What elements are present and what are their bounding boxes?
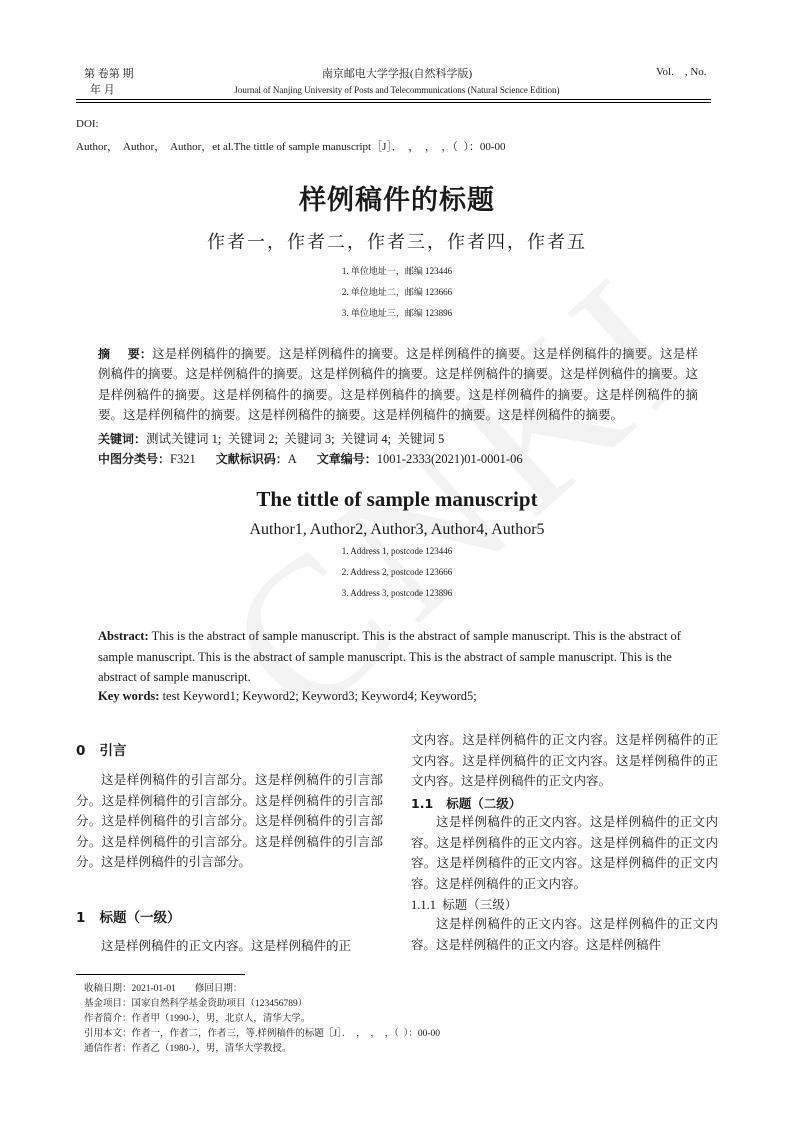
- authors-en: Author1, Author2, Author3, Author4, Author5: [249, 521, 545, 538]
- heading-level1: 1 标题（一级）: [76, 910, 181, 926]
- affiliation-en-2: 2. Address 2, postcode 123666: [341, 567, 453, 577]
- header-rule: [76, 99, 711, 100]
- journal-name-en: Journal of Nanjing University of Posts and Telecommunications (Natural Science Edition): [234, 85, 560, 95]
- title-cn: 样例稿件的标题: [299, 185, 495, 216]
- journal-name-cn: 南京邮电大学学报(自然科学版): [321, 68, 473, 80]
- footnote-received: 收稿日期：2021-01-01 修回日期：: [84, 984, 243, 994]
- classification: [98, 450, 523, 467]
- vol-no: Vol. , No.: [656, 66, 707, 78]
- affiliation-cn-2: 2. 单位地址二，邮编 123666: [341, 287, 453, 297]
- affiliation-cn-3: 3. 单位地址三，邮编 123896: [341, 308, 453, 318]
- footnote-citation: 引用本文：作者一，作者二，作者三，等.样例稿件的标题［J］． ， ， ，（ ）：00-00: [84, 1029, 440, 1039]
- affiliation-cn-1: 1. 单位地址一，邮编 123446: [341, 266, 453, 276]
- footnote-author-bio: 作者简介：作者甲（1990-），男，北京人，清华大学。: [84, 1014, 311, 1024]
- footnote-rule: [76, 974, 245, 975]
- issue-volume: 第 卷第 期: [84, 68, 134, 80]
- citation-en: Author， Author， Author，et al.The tittle of sample manuscript［J］． ， ， ，（ ）：00-00: [76, 141, 506, 153]
- keywords-cn-label: 关键词：: [98, 432, 147, 446]
- abstract-cn: [98, 344, 698, 425]
- body-paragraph-1: 这是样例稿件的正文内容。这是样例稿件的正: [101, 939, 352, 953]
- keywords-cn-text: 测试关键词 1; 关键词 2; 关键词 3; 关键词 4; 关键词 5: [146, 432, 445, 446]
- abstract-en: [98, 626, 698, 688]
- article-no-value: 1001-2333(2021)01-0001-06: [376, 452, 523, 466]
- heading-level2: 1.1 标题（二级）: [411, 796, 522, 811]
- heading-intro: 0 引言: [76, 743, 127, 759]
- doc-code-value: A: [287, 452, 297, 466]
- doc-code-label: 文献标识码：: [215, 452, 288, 466]
- abstract-cn-label: 摘 要：: [98, 347, 153, 361]
- clc-label: 中图分类号：: [98, 452, 171, 466]
- clc-value: F321: [170, 452, 196, 466]
- body-paragraph-cont: 文内容。这是样例稿件的正文内容。这是样例稿件的正文内容。这是样例稿件的正文内容。这是样例稿件的正文内容。这是样例稿件的正文内容。: [411, 733, 718, 788]
- heading-level3: 1.1.1 标题（三级）: [411, 898, 518, 912]
- keywords-en-label: Key words:: [98, 689, 160, 703]
- header-rule-thin: [76, 102, 711, 103]
- keywords-en: [98, 689, 477, 704]
- affiliation-en-1: 1. Address 1, postcode 123446: [341, 546, 453, 556]
- keywords-en-text: test Keyword1; Keyword2; Keyword3; Keyword4; Keyword5;: [159, 689, 477, 703]
- keywords-cn: [98, 429, 444, 447]
- footnote-corresponding: 通信作者：作者乙（1980-），男，清华大学教授。: [84, 1044, 292, 1054]
- abstract-en-label: Abstract:: [98, 629, 149, 643]
- affiliation-en-3: 3. Address 3, postcode 123896: [341, 588, 453, 598]
- abstract-en-text: This is the abstract of sample manuscript. This is the abstract of sample manuscript. This is the abstract of sample manuscript. This is the abstract of sample manuscript. This is the abstract of sample manuscript. This is the abstract of sample manuscript.: [98, 629, 681, 685]
- footnote-funding: 基金项目：国家自然科学基金资助项目（123456789）: [84, 999, 308, 1009]
- issue-date: 年 月: [90, 84, 115, 96]
- abstract-cn-text: 这是样例稿件的摘要。这是样例稿件的摘要。这是样例稿件的摘要。这是样例稿件的摘要。这是样例稿件的摘要。这是样例稿件的摘要。这是样例稿件的摘要。这是样例稿件的摘要。这是样例稿件的摘要。这是样例稿件的摘要。这是样例稿件的摘要。这是样例稿件的摘要。这是样例稿件的摘要。这是样例稿件的摘要。这是样例稿件的摘要。这是样例稿件的摘要。这是样例稿件的摘要。这是样例稿件的摘要。: [98, 347, 699, 422]
- title-en: The tittle of sample manuscript: [256, 487, 538, 511]
- doi-line: DOI:: [76, 118, 99, 130]
- article-no-label: 文章编号：: [316, 452, 377, 466]
- authors-cn: 作者一，作者二，作者三，作者四，作者五: [207, 232, 587, 252]
- body-paragraph-2: 这是样例稿件的正文内容。这是样例稿件的正文内容。这是样例稿件的正文内容。这是样例稿件的正文内容。这是样例稿件的正文内容。这是样例稿件的正文内容。这是样例稿件的正文内容。: [411, 815, 718, 891]
- body-paragraph-3: 这是样例稿件的正文内容。这是样例稿件的正文内容。这是样例稿件的正文内容。这是样例稿件: [411, 917, 718, 952]
- intro-paragraph: 这是样例稿件的引言部分。这是样例稿件的引言部分。这是样例稿件的引言部分。这是样例稿件的引言部分。这是样例稿件的引言部分。这是样例稿件的引言部分。这是样例稿件的引言部分。这是样例稿件的引言部分。这是样例稿件的引言部分。: [76, 773, 383, 869]
